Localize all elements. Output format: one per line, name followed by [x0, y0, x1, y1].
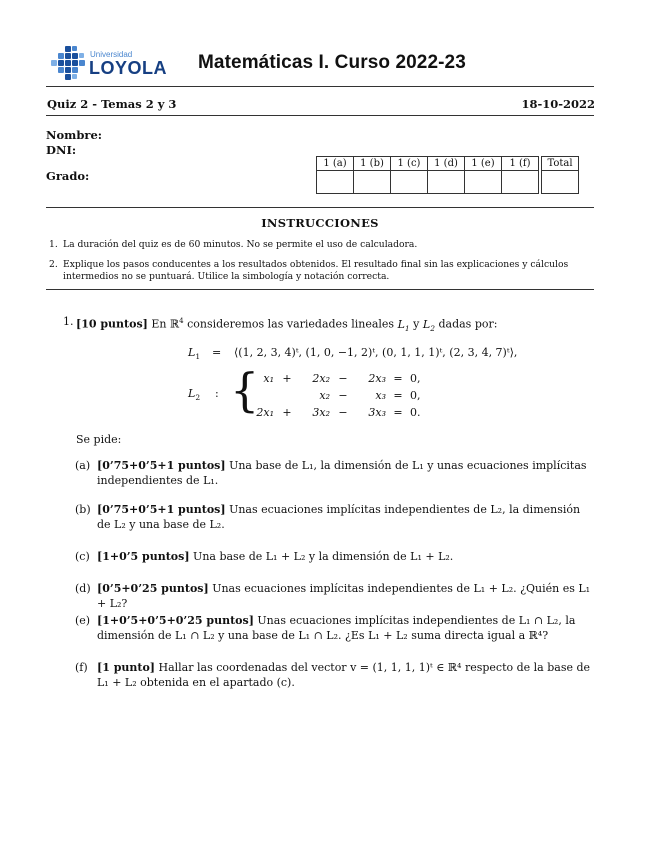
grade-cell — [502, 171, 539, 194]
part-f — [75, 660, 595, 690]
part-points: [0’75+0’5+1 puntos] — [97, 459, 226, 472]
grade-total-cell — [542, 171, 579, 194]
part-label: (e) — [75, 614, 91, 627]
dni-label: DNI: — [46, 143, 77, 157]
eq-op: − — [338, 406, 348, 419]
instruction-item — [49, 259, 593, 283]
grade-cell — [391, 171, 428, 194]
part-c — [75, 549, 595, 564]
eq-rhs: 0, — [410, 372, 421, 385]
instructions-heading: INSTRUCCIONES — [261, 216, 379, 230]
se-pide-label: Se pide: — [76, 433, 122, 446]
part-label: (a) — [75, 459, 91, 472]
eq-op: + — [282, 372, 292, 385]
divider — [46, 207, 594, 208]
eq-term: x₁ — [263, 372, 274, 385]
intro-text: dadas por: — [438, 317, 498, 331]
colon-sign: : — [215, 387, 219, 400]
eq-op: = — [393, 372, 403, 385]
part-a — [75, 458, 595, 488]
page-title: Matemáticas I. Curso 2022-23 — [198, 52, 466, 73]
part-points: [1 punto] — [97, 661, 155, 674]
loyola-cross-icon — [50, 44, 90, 84]
eq-op: = — [393, 389, 403, 402]
eq-op: − — [338, 389, 348, 402]
L1-definition: ⟨(1, 2, 3, 4)ᵗ, (1, 0, −1, 2)ᵗ, (0, 1, 1, 1)ᵗ, (2, 3, 4, 7)ᵗ⟩, — [234, 346, 518, 359]
eq-term: 3x₂ — [312, 406, 330, 419]
intro-text: y — [413, 317, 420, 331]
part-points: [0’75+0’5+1 puntos] — [97, 503, 226, 516]
part-label: (c) — [75, 550, 90, 563]
part-label: (f) — [75, 661, 88, 674]
grade-total-header: Total — [542, 157, 579, 171]
space-exponent: 4 — [179, 317, 184, 325]
quiz-date: 18-10-2022 — [521, 97, 595, 111]
instruction-text: La duración del quiz es de 60 minutos. No se permite el uso de calculadora. — [63, 239, 418, 250]
problem-number: 1. — [63, 315, 74, 328]
intro-text: consideremos las variedades lineales — [187, 317, 395, 331]
grade-header: 1 (d) — [428, 157, 465, 171]
instruction-number: 2. — [49, 259, 58, 270]
part-text: Unas ecuaciones implícitas independientes de L₁ + L₂. ¿Quién es L₁ + L₂? — [97, 582, 591, 610]
part-text: Unas ecuaciones implícitas independientes de L₁ ∩ L₂, la dimensión de L₁ ∩ L₂ y una base de L₁ ∩ L₂. ¿Es L₁ + L₂ suma directa igual a ℝ⁴? — [97, 614, 576, 642]
eq-op — [275, 387, 299, 404]
part-d — [75, 581, 595, 611]
grade-cell — [354, 171, 391, 194]
eq-term: 2x₁ — [256, 406, 274, 419]
part-label: (b) — [75, 503, 91, 516]
problem-intro: [10 puntos] En ℝ$^4$ consideremos las variedades lineales $L_1$ y $L_2$ dadas por: — [76, 317, 498, 333]
part-points: [1+0’5 puntos] — [97, 550, 190, 563]
grade-cell — [465, 171, 502, 194]
grade-cell — [317, 171, 354, 194]
logo-small-text: Universidad — [90, 50, 133, 59]
quiz-label: Quiz 2 - Temas 2 y 3 — [47, 97, 177, 111]
part-text: Una base de L₁, la dimensión de L₁ y unas ecuaciones implícitas independientes de L₁. — [97, 459, 587, 487]
part-label: (d) — [75, 582, 91, 595]
divider — [46, 115, 594, 116]
eq-term: 2x₃ — [368, 372, 386, 385]
brace-icon: { — [230, 363, 260, 417]
eq-term: 3x₃ — [368, 406, 386, 419]
logo-big-text: LOYOLA — [89, 58, 167, 78]
equals-sign: = — [212, 346, 222, 359]
instruction-text: Explique los pasos conducentes a los resultados obtenidos. El resultado final sin las explicaciones y cálculos intermedios no se puntuará. Utilice la simbología y notación correcta. — [63, 259, 569, 282]
instruction-item — [49, 239, 593, 251]
grade-table — [316, 156, 579, 194]
intro-text: En — [151, 317, 167, 331]
grado-label: Grado: — [46, 169, 90, 183]
space-symbol: ℝ — [169, 317, 180, 331]
part-b — [75, 502, 595, 532]
eq-rhs: 0, — [410, 389, 421, 402]
eq-op: = — [393, 406, 403, 419]
eq-term: x₃ — [375, 389, 386, 402]
L2-label: $L_2$ — [188, 387, 201, 403]
part-text: Hallar las coordenadas del vector v = (1, 1, 1, 1)ᵗ ∈ ℝ⁴ respecto de la base de L₁ + L₂ obtenida en el apartado (c). — [97, 661, 591, 689]
part-text: Unas ecuaciones implícitas independientes de L₂, la dimensión de L₂ y una base de L₂. — [97, 503, 581, 531]
grade-header: 1 (b) — [354, 157, 391, 171]
L2-system — [247, 370, 431, 421]
problem-points: [10 puntos] — [76, 317, 148, 331]
eq-op: − — [338, 372, 348, 385]
grade-header: 1 (c) — [391, 157, 428, 171]
grade-cell — [428, 171, 465, 194]
grade-header: 1 (e) — [465, 157, 502, 171]
part-points: [1+0’5+0’5+0’25 puntos] — [97, 614, 254, 627]
eq-rhs: 0. — [410, 406, 421, 419]
university-logo — [50, 44, 170, 84]
grade-header: 1 (f) — [502, 157, 539, 171]
divider — [46, 86, 594, 87]
eq-term: x₂ — [319, 389, 330, 402]
eq-term: 2x₂ — [312, 372, 330, 385]
part-points: [0’5+0’25 puntos] — [97, 582, 209, 595]
part-e — [75, 613, 595, 643]
instruction-number: 1. — [49, 239, 58, 250]
divider — [46, 289, 594, 290]
part-text: Una base de L₁ + L₂ y la dimensión de L₁ + L₂. — [193, 550, 454, 563]
L1-label: $L_1$ — [188, 346, 201, 362]
nombre-label: Nombre: — [46, 128, 103, 142]
grade-header: 1 (a) — [317, 157, 354, 171]
eq-term — [247, 387, 275, 404]
eq-op: + — [282, 406, 292, 419]
